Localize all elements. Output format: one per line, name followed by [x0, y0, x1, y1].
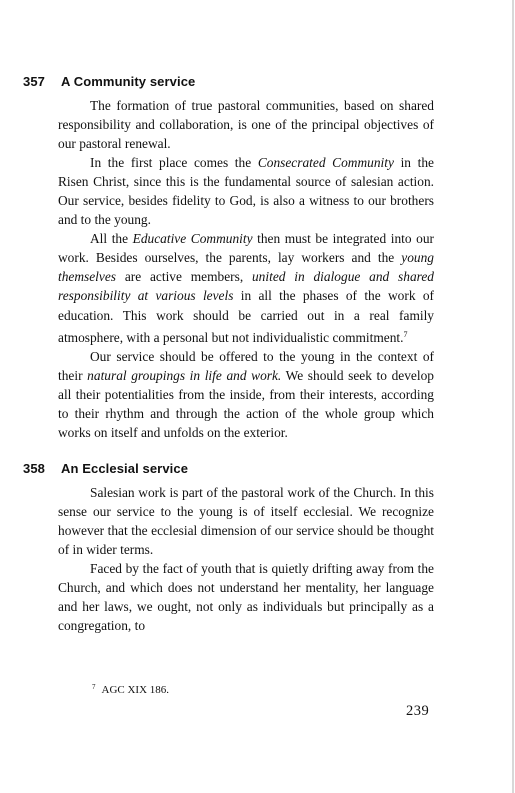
paragraph — [58, 153, 434, 229]
text-run: In the first place comes the — [90, 155, 258, 171]
text-run: in the Risen Christ, since this is the fundamental source of salesian action. Our service, besides fidelity to God, is also a witness to our brothers and to the young. — [58, 155, 435, 228]
section-heading-357 — [23, 72, 195, 90]
footnote-ref: 7 — [403, 329, 408, 339]
emphasis-text: united in dialogue and shared responsibility at various levels — [58, 269, 434, 304]
page-number: 239 — [406, 703, 430, 719]
emphasis-text: natural groupings in life and work. — [87, 367, 282, 383]
text-run: in all the phases of the work of education. This work should be carried out in a real family atmosphere, with a personal but not individualistic commitment. — [58, 288, 434, 345]
text-run: We should seek to develop all their potentialities from the inside, from their interests, according to their rhythm and through the action of the whole group which works on itself and unfolds on the exterior. — [58, 367, 434, 440]
footnote-mark: 7 — [92, 683, 96, 691]
section-number: 357 — [23, 73, 45, 89]
text-run: The formation of true pastoral communities, based on shared responsibility and collaboration, is one of the principal objectives of our pastoral renewal. — [58, 98, 434, 152]
text-run: are active members, — [116, 269, 252, 285]
emphasis-text: young themselves — [58, 250, 434, 285]
section-title: An Ecclesial service — [61, 460, 189, 476]
emphasis-text: Educative Community — [132, 231, 253, 247]
section-body-358 — [58, 483, 434, 635]
footnote-text: AGC XIX 186. — [101, 684, 170, 696]
text-run: Our service should be offered to the young in the context of their — [58, 348, 434, 383]
page-edge-shadow — [512, 0, 514, 793]
emphasis-text: Consecrated Community — [257, 155, 394, 171]
text-run: then must be integrated into our work. Besides ourselves, the parents, lay workers and the — [58, 231, 434, 266]
footnote — [92, 680, 169, 697]
text-run: Salesian work is part of the pastoral work of the Church. In this sense our service to the young is of itself ecclesial. We recognize however that the ecclesial dimension of our service should be thought of in wider terms. — [58, 485, 434, 558]
section-heading-358 — [23, 459, 188, 477]
section-title: A Community service — [61, 73, 196, 89]
section-number: 358 — [23, 460, 45, 476]
paragraph — [58, 483, 434, 559]
section-body-357 — [58, 96, 434, 442]
paragraph — [58, 559, 434, 635]
paragraph — [58, 96, 434, 153]
paragraph — [58, 229, 434, 346]
text-run: Faced by the fact of youth that is quietly drifting away from the Church, and which does not understand her mentality, her language and her laws, we ought, not only as individuals but principally as a congregation, to — [58, 561, 434, 634]
text-run: All the — [90, 231, 133, 247]
paragraph — [58, 347, 434, 442]
